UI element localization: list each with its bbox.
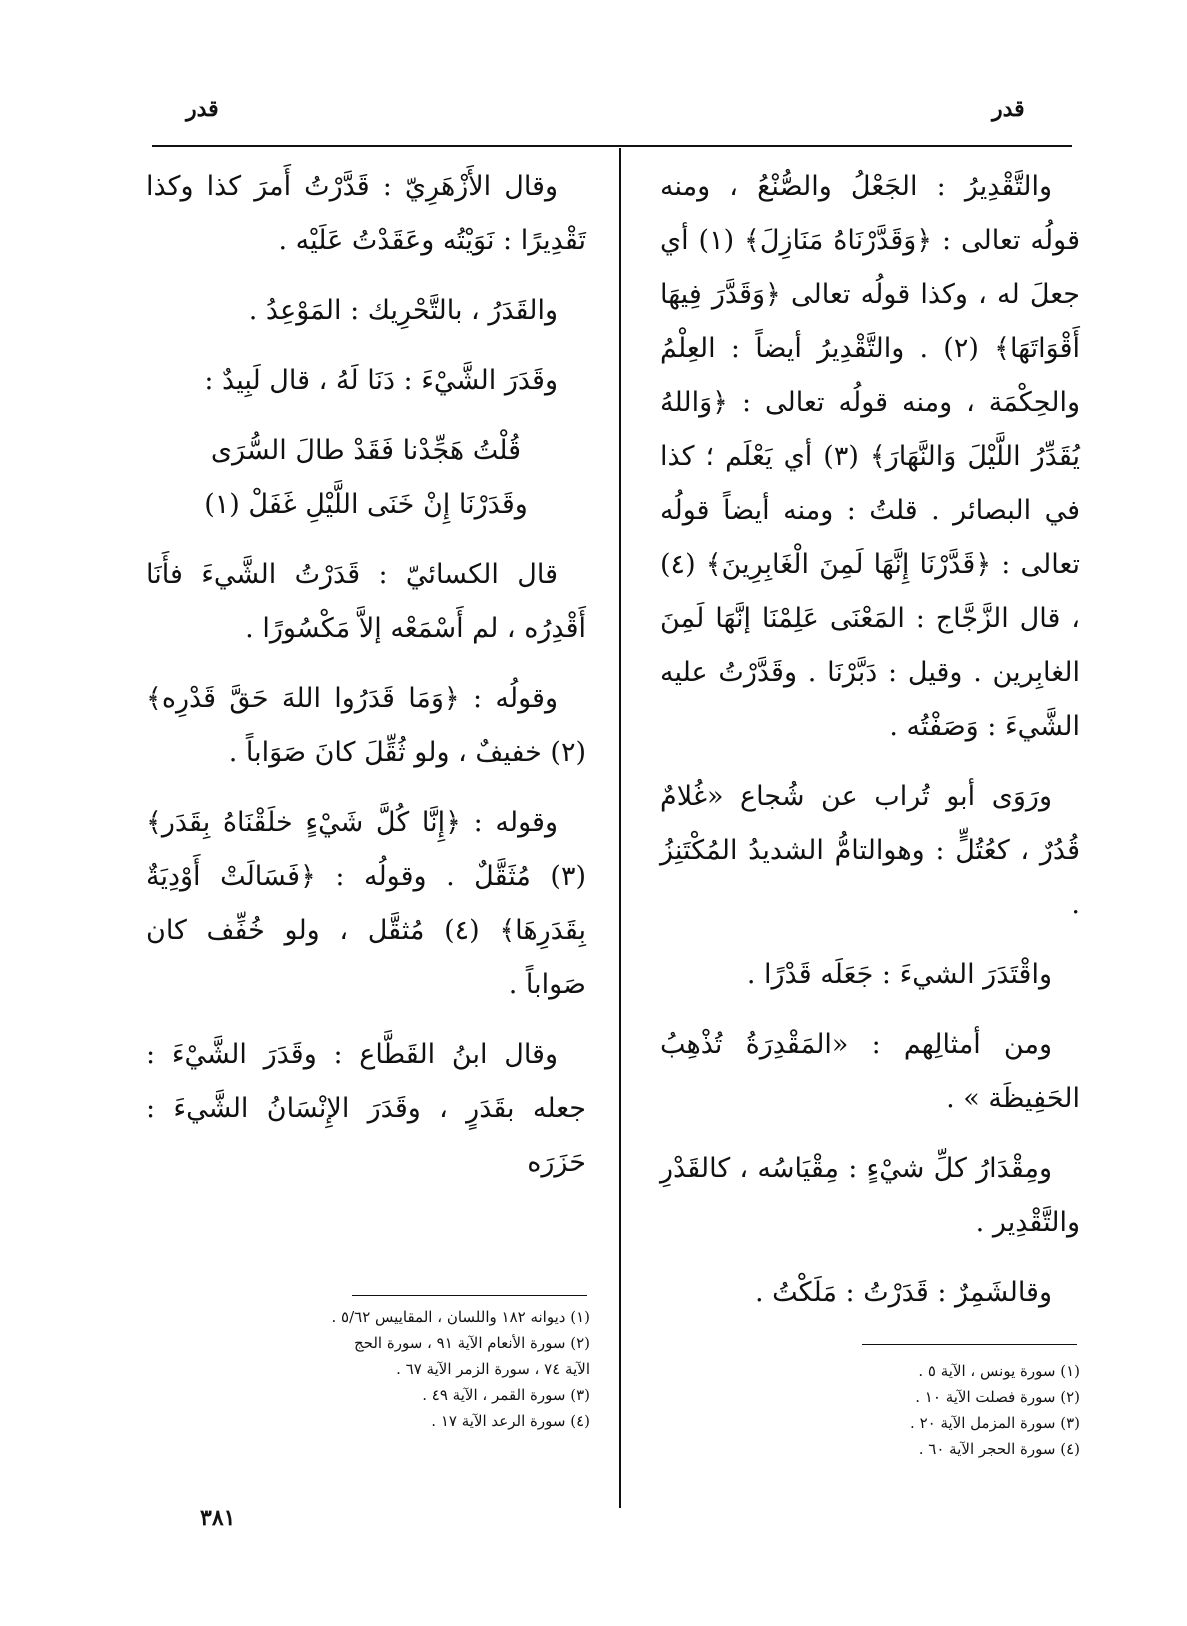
footnote: (٤) سورة الحجر الآية ٦٠ .: [918, 1440, 1080, 1458]
paragraph: واقْتَدَرَ الشيءَ : جَعَلَه قَدْرًا .: [746, 959, 1052, 990]
left-column: [146, 160, 586, 1206]
footnote-rule-left: [352, 1295, 587, 1296]
poem-verse: قُلْتُ هَجِّدْنا فَقَدْ طالَ السُّرَى: [210, 435, 522, 466]
paragraph: والتَّقْدِيرُ : الجَعْلُ والصُّنْعُ ، ومنه قولُه تعالى : ﴿وَقَدَّرْنَاهُ مَنَازِلَ﴾ (١) أي جعلَ له ، وكذا قولُه تعالى ﴿وَقَدَّرَ فِيهَا أَقْوَاتَهَا﴾ (٢) . والتَّقْدِيرُ أيضاً : العِلْمُ والحِكْمَة ، ومنه قولُه تعالى : ﴿وَاللهُ يُقَدِّرُ اللَّيْلَ وَالنَّهَارَ﴾ (٣) أي يَعْلَم ؛ كذا في البصائر . قلتُ : ومنه أيضاً قولُه تعالى : ﴿قَدَّرْنَا إِنَّهَا لَمِنَ الْغَابِرِينَ﴾ (٤) ، قال الزَّجَّاج : المَعْنَى عَلِمْنَا إنَّهَا لَمِنَ الغابِرين . وقيل : دَبَّرْنَا . وقَدَّرْتُ عليه الشَّيءَ : وَصَفْتُه .: [660, 171, 1081, 742]
right-column: [660, 160, 1080, 1336]
column-divider: [619, 148, 621, 1508]
footnotes-right: [780, 1358, 1080, 1462]
paragraph: وقال ابنُ القَطَّاع : وقَدَرَ الشَّيْءَ : جعله بقَدَرٍ ، وقَدَرَ الإِنْسَانُ الشَّيءَ : حَزَرَه: [146, 1039, 586, 1178]
footnote: (٢) سورة فصلت الآية ١٠ .: [915, 1388, 1080, 1406]
paragraph: والقَدَرُ ، بالتَّحْرِيك : المَوْعِدُ .: [248, 295, 558, 326]
running-head-left: قدر: [186, 96, 219, 122]
footnote: (٤) سورة الرعد الآية ١٧ .: [431, 1412, 590, 1430]
running-head-right: قدر: [992, 96, 1025, 122]
footnote: (٣) سورة القمر ، الآية ٤٩ .: [422, 1386, 590, 1404]
footnote: (٢) سورة الأنعام الآية ٩١ ، سورة الحج الآية ٧٤ ، سورة الزمر الآية ٦٧ .: [354, 1334, 590, 1378]
footnotes-left: [330, 1304, 590, 1434]
paragraph: وقالشَمِرٌ : قَدَرْتُ : مَلَكْتُ .: [754, 1277, 1052, 1308]
footnote-rule-right: [862, 1344, 1077, 1345]
paragraph: ومن أمثالِهم : «المَقْدِرَةُ تُذْهِبُ الحَفِيظَة » .: [660, 1029, 1080, 1114]
paragraph: قال الكسائيّ : قَدَرْتُ الشَّيءَ فأَنَا أَقْدِرُه ، لم أَسْمَعْه إلاَّ مَكْسُورًا .: [146, 559, 586, 644]
footnote: (١) ديوانه ١٨٢ واللسان ، المقاييس ٥/٦٢ .: [331, 1308, 590, 1326]
footnote: (٣) سورة المزمل الآية ٢٠ .: [910, 1414, 1080, 1432]
paragraph: وقال الأَزْهَرِيّ : قَدَّرْتُ أَمرَ كذا وكذا تَقْدِيرًا : نَوَيْتُه وعَقَدْتُ عَلَيْه .: [146, 171, 586, 256]
page-number: ٣٨١: [200, 1505, 236, 1531]
paragraph: وقَدَرَ الشَّيْءَ : دَنَا لَهُ ، قال لَبِيدٌ :: [204, 365, 558, 396]
paragraph: ورَوَى أبو تُراب عن شُجاع «غُلامٌ قُدُرٌ ، كعُتُلٍّ : وهوالتامُّ الشديدُ المُكْتَنِزُ .: [660, 781, 1080, 920]
paragraph: ومِقْدَارُ كلِّ شيْءٍ : مِقْيَاسُه ، كالقَدْرِ والتَّقْدِير .: [660, 1153, 1080, 1238]
footnote: (١) سورة يونس ، الآية ٥ .: [918, 1362, 1080, 1380]
poem-verse: وقَدَرْنَا إِنْ خَنَى اللَّيْلِ غَفَلْ (١): [204, 489, 528, 520]
paragraph: وقوله : ﴿إِنَّا كُلَّ شَيْءٍ خلَقْنَاهُ بِقَدَر﴾ (٣) مُثَقَّلٌ . وقولُه : ﴿فَسَالَتْ أَوْدِيَةٌ بِقَدَرِهَا﴾ (٤) مُثقَّل ، ولو خُفِّف كان صَواباً .: [146, 807, 586, 1000]
header-rule: [152, 145, 1072, 147]
paragraph: وقولُه : ﴿وَمَا قَدَرُوا اللهَ حَقَّ قَدْرِه﴾ (٢) خفيفٌ ، ولو ثُقِّلَ كانَ صَوَاباً .: [146, 683, 586, 768]
